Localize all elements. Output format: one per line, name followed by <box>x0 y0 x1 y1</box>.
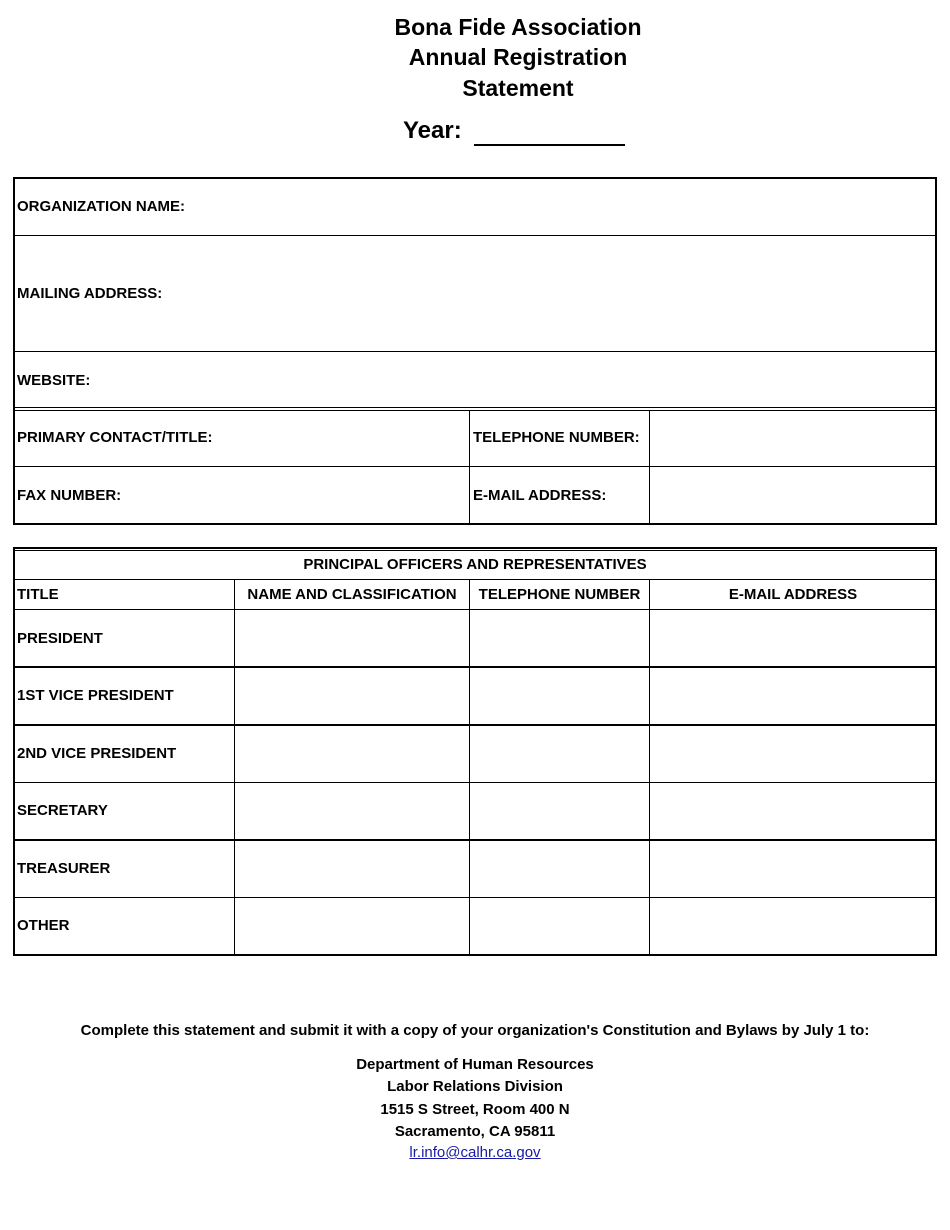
divider <box>649 579 650 956</box>
address-line-1: Department of Human Resources <box>356 1056 594 1073</box>
officer-name-field[interactable] <box>236 611 467 664</box>
divider <box>13 666 937 668</box>
officer-telephone-field[interactable] <box>471 669 647 722</box>
organization-name-label: ORGANIZATION NAME: <box>17 198 186 215</box>
organization-name-field[interactable] <box>200 180 930 234</box>
officer-title: 1ST VICE PRESIDENT <box>17 687 174 704</box>
officer-name-field[interactable] <box>236 784 467 837</box>
form-title-line-3: Statement <box>462 75 574 101</box>
address-line-2: Labor Relations Division <box>387 1078 563 1095</box>
divider <box>13 897 937 898</box>
divider <box>13 839 937 841</box>
primary-contact-label: PRIMARY CONTACT/TITLE: <box>17 429 213 446</box>
mailing-address-label: MAILING ADDRESS: <box>17 285 163 302</box>
officer-name-field[interactable] <box>236 842 467 895</box>
column-header-name: NAME AND CLASSIFICATION <box>247 586 457 603</box>
year-field[interactable] <box>474 144 625 146</box>
fax-number-field[interactable] <box>135 468 466 522</box>
officer-name-field[interactable] <box>236 669 467 722</box>
divider <box>13 782 937 783</box>
contact-email-link[interactable]: lr.info@calhr.ca.gov <box>409 1144 541 1161</box>
officer-email-field[interactable] <box>651 611 934 664</box>
divider <box>13 579 937 580</box>
form-title-line-2: Annual Registration <box>408 44 628 70</box>
officer-title: TREASURER <box>17 860 111 877</box>
address-line-3: 1515 S Street, Room 400 N <box>380 1101 570 1118</box>
officer-email-field[interactable] <box>651 899 934 953</box>
form-title-line-1: Bona Fide Association <box>394 14 642 40</box>
divider <box>469 410 470 525</box>
fax-number-label: FAX NUMBER: <box>17 487 122 504</box>
divider <box>469 579 470 956</box>
divider <box>13 235 937 236</box>
website-field[interactable] <box>100 353 930 406</box>
divider <box>13 351 937 352</box>
officer-telephone-field[interactable] <box>471 727 647 780</box>
officers-table-heading: PRINCIPAL OFFICERS AND REPRESENTATIVES <box>303 556 647 573</box>
divider <box>13 466 937 467</box>
telephone-number-label: TELEPHONE NUMBER: <box>473 429 640 446</box>
officer-name-field[interactable] <box>236 727 467 780</box>
divider <box>13 724 937 726</box>
year-label: Year: <box>403 117 462 144</box>
officer-telephone-field[interactable] <box>471 611 647 664</box>
officer-telephone-field[interactable] <box>471 784 647 837</box>
column-header-title: TITLE <box>17 586 59 603</box>
primary-contact-field[interactable] <box>230 412 466 465</box>
officer-title: SECRETARY <box>17 802 108 819</box>
contact-email-container <box>0 1144 950 1162</box>
submission-instruction: Complete this statement and submit it with a copy of your organization's Constitution and Bylaws by July 1 to: <box>80 1022 870 1039</box>
divider <box>649 410 650 525</box>
officer-name-field[interactable] <box>236 899 467 953</box>
officer-email-field[interactable] <box>651 784 934 837</box>
website-label: WEBSITE: <box>17 372 91 389</box>
divider <box>13 550 937 551</box>
officer-telephone-field[interactable] <box>471 842 647 895</box>
officer-title: PRESIDENT <box>17 630 103 647</box>
divider <box>13 609 937 610</box>
address-line-4: Sacramento, CA 95811 <box>394 1123 556 1140</box>
divider <box>13 410 937 411</box>
divider <box>234 579 235 956</box>
email-address-field[interactable] <box>652 468 934 522</box>
officer-title: OTHER <box>17 917 70 934</box>
email-address-label: E-MAIL ADDRESS: <box>473 487 607 504</box>
divider <box>13 407 937 408</box>
column-header-telephone: TELEPHONE NUMBER <box>478 586 641 603</box>
telephone-number-field[interactable] <box>652 412 934 465</box>
officer-email-field[interactable] <box>651 669 934 722</box>
column-header-email: E-MAIL ADDRESS <box>728 586 858 603</box>
officer-telephone-field[interactable] <box>471 899 647 953</box>
officer-email-field[interactable] <box>651 727 934 780</box>
mailing-address-field[interactable] <box>180 237 930 349</box>
officer-title: 2ND VICE PRESIDENT <box>17 745 177 762</box>
officer-email-field[interactable] <box>651 842 934 895</box>
